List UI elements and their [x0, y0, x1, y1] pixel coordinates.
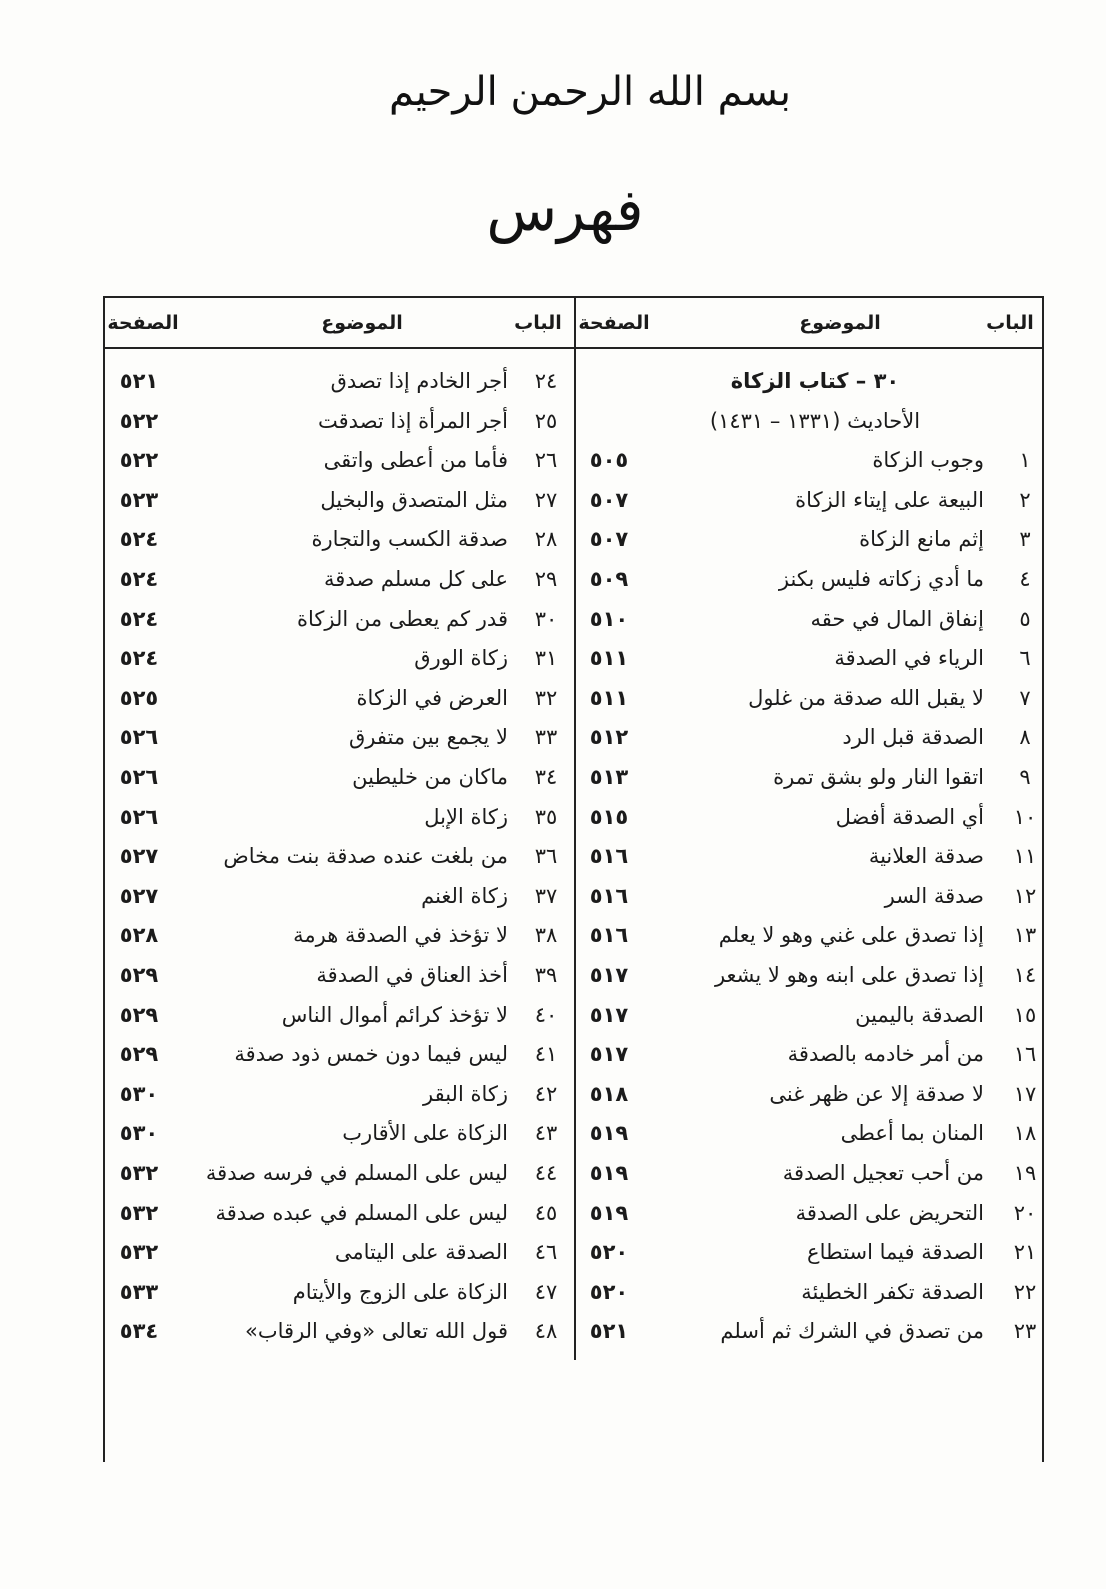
chapter-topic: الصدقة تكفر الخطيئة [801, 1279, 984, 1304]
page-number: ٥٢٠ [589, 1240, 629, 1265]
chapter-number: ١١ [1013, 844, 1037, 869]
chapter-topic: لا يقبل الله صدقة من غلول [748, 685, 984, 710]
toc-row [0, 876, 1106, 916]
chapter-topic: زكاة البقر [423, 1081, 508, 1106]
page-number: ٥١٩ [589, 1200, 629, 1225]
chapter-topic: البيعة على إيتاء الزكاة [795, 487, 984, 512]
toc-row [0, 361, 1106, 401]
chapter-number: ٣ [1019, 527, 1031, 552]
chapter-topic: إنفاق المال في حقه [810, 606, 984, 631]
chapter-topic: الصدقة على اليتامى [334, 1240, 508, 1265]
chapter-number: ٤٣ [534, 1121, 558, 1146]
page-number: ٥١٦ [589, 923, 629, 948]
chapter-topic: أجر المرأة إذا تصدقت [318, 408, 508, 433]
chapter-number: ٤٧ [534, 1279, 558, 1304]
chapter-topic: صدقة العلانية [868, 844, 984, 869]
page-number: ٥٢٥ [119, 685, 159, 710]
toc-row [0, 717, 1106, 757]
page-number: ٥٣٣ [119, 1279, 159, 1304]
toc-row [0, 915, 1106, 955]
header-page: الصفحة [578, 312, 650, 334]
chapter-number: ٤٢ [534, 1081, 558, 1106]
chapter-number: ٣٣ [534, 725, 558, 750]
toc-row [0, 440, 1106, 480]
chapter-topic: زكاة الورق [414, 646, 508, 671]
chapter-number: ٢٣ [1013, 1319, 1037, 1344]
chapter-number: ٤٤ [534, 1161, 558, 1185]
page-number: ٥٠٥ [589, 448, 629, 473]
chapter-number: ١٥ [1013, 1002, 1037, 1027]
page-number: ٥٢٢ [119, 408, 159, 433]
toc-row [0, 480, 1106, 520]
chapter-topic: لا تؤخذ كرائم أموال الناس [281, 1002, 508, 1027]
page-number: ٥١٥ [589, 804, 629, 829]
page-number: ٥٣٠ [119, 1081, 159, 1106]
page-number: ٥١٦ [589, 844, 629, 869]
chapter-number: ٣٥ [534, 804, 558, 829]
chapter-number: ٣٢ [534, 685, 558, 710]
chapter-number: ٤٥ [534, 1200, 558, 1225]
page-number: ٥١٧ [589, 963, 629, 987]
page-number: ٥٢٩ [119, 1042, 159, 1067]
chapter-topic: لا صدقة إلا عن ظهر غنى [769, 1081, 984, 1106]
chapter-topic: لا تؤخذ في الصدقة هرمة [293, 923, 508, 948]
toc-row [0, 1193, 1106, 1233]
toc-row [0, 678, 1106, 718]
toc-row [0, 1074, 1106, 1114]
page-number: ٥٠٧ [589, 487, 629, 512]
chapter-topic: الزكاة على الزوج والأيتام [292, 1279, 508, 1304]
page-number: ٥٣٠ [119, 1121, 159, 1146]
chapter-number: ٤٦ [534, 1240, 558, 1265]
page-number: ٥٢٧ [119, 844, 159, 869]
chapter-number: ٣٩ [534, 963, 558, 987]
basmala-calligraphy: بسم الله الرحمن الرحيم [388, 69, 792, 115]
page-number: ٥٢٠ [589, 1279, 629, 1304]
chapter-topic: من أمر خادمه بالصدقة [787, 1042, 984, 1067]
chapter-number: ١٠ [1013, 804, 1037, 829]
chapter-topic: أخذ العناق في الصدقة [316, 963, 508, 987]
toc-row [0, 519, 1106, 559]
toc-row [0, 1272, 1106, 1312]
header-page: الصفحة [107, 312, 179, 334]
page-number: ٥٢١ [589, 1319, 629, 1344]
toc-row [0, 955, 1106, 995]
chapter-topic: فأما من أعطى واتقى [323, 448, 508, 473]
chapter-number: ١٧ [1013, 1081, 1037, 1106]
page-number: ٥٣٤ [119, 1319, 159, 1344]
toc-row [0, 1113, 1106, 1153]
chapter-topic: إثم مانع الزكاة [859, 527, 984, 552]
header-chapter: الباب [986, 312, 1034, 334]
toc-row [0, 1034, 1106, 1074]
chapter-topic: قدر كم يعطى من الزكاة [296, 606, 508, 631]
chapter-topic: من تصدق في الشرك ثم أسلم [720, 1319, 984, 1344]
chapter-number: ١٤ [1013, 963, 1037, 987]
page-number: ٥١٠ [589, 606, 629, 631]
page-number: ٥٣٢ [119, 1240, 159, 1265]
chapter-topic: صدقة الكسب والتجارة [311, 527, 508, 552]
chapter-topic: صدقة السر [884, 883, 984, 908]
chapter-topic: مثل المتصدق والبخيل [320, 487, 508, 512]
toc-row [0, 1311, 1106, 1351]
chapter-number: ١ [1019, 448, 1031, 473]
chapter-number: ٣١ [534, 646, 558, 671]
chapter-topic: زكاة الإبل [424, 804, 508, 829]
header-topic: الموضوع [321, 312, 403, 334]
toc-row [0, 995, 1106, 1035]
chapter-topic: لا يجمع بين متفرق [349, 725, 508, 750]
page-number: ٥٢٦ [119, 804, 159, 829]
toc-row [0, 1153, 1106, 1193]
chapter-number: ٥ [1019, 606, 1031, 631]
chapter-topic: ليس على المسلم في فرسه صدقة [205, 1161, 508, 1185]
toc-row [0, 836, 1106, 876]
chapter-topic: قول الله تعالى «وفي الرقاب» [245, 1319, 508, 1344]
chapter-number: ٢٢ [1013, 1279, 1037, 1304]
chapter-number: ٢٥ [534, 408, 558, 433]
chapter-topic: الصدقة فيما استطاع [807, 1240, 984, 1265]
chapter-topic: العرض في الزكاة [356, 685, 508, 710]
chapter-topic: وجوب الزكاة [872, 448, 984, 473]
chapter-topic: على كل مسلم صدقة [324, 567, 508, 591]
page-number: ٥١١ [589, 685, 629, 710]
page-number: ٥١٢ [589, 725, 629, 750]
page-title: فهرس [486, 176, 644, 244]
chapter-topic: إذا تصدق على غني وهو لا يعلم [718, 923, 984, 948]
chapter-number: ٣٨ [534, 923, 558, 948]
page-number: ٥٢٢ [119, 448, 159, 473]
page-number: ٥١٨ [589, 1081, 629, 1106]
chapter-number: ٦ [1019, 646, 1031, 671]
chapter-topic: الزكاة على الأقارب [342, 1121, 508, 1146]
page-number: ٥٢٦ [119, 725, 159, 750]
page-number: ٥٢٣ [119, 487, 159, 512]
chapter-number: ٨ [1019, 725, 1031, 750]
page-number: ٥١١ [589, 646, 629, 671]
chapter-number: ١٦ [1013, 1042, 1037, 1067]
chapter-topic: الصدقة باليمين [855, 1002, 984, 1027]
chapter-number: ٣٦ [534, 844, 558, 869]
chapter-number: ٩ [1019, 765, 1031, 789]
page-number: ٥١٩ [589, 1121, 629, 1146]
toc-row [0, 757, 1106, 797]
chapter-topic: أجر الخادم إذا تصدق [330, 369, 508, 393]
chapter-topic: اتقوا النار ولو بشق تمرة [773, 765, 984, 789]
chapter-number: ٢ [1019, 487, 1031, 512]
page-number: ٥١٧ [589, 1042, 629, 1067]
chapter-topic: من بلغت عنده صدقة بنت مخاض [223, 844, 508, 869]
toc-row [0, 559, 1106, 599]
book-heading: ٣٠ – كتاب الزكاة [730, 369, 900, 393]
chapter-number: ٣٤ [534, 765, 558, 789]
page-number: ٥٢٨ [119, 923, 159, 948]
chapter-topic: المنان بما أعطى [840, 1121, 984, 1146]
page-number: ٥٠٩ [589, 567, 629, 591]
chapter-topic: ليس فيما دون خمس ذود صدقة [234, 1042, 508, 1067]
chapter-topic: ماكان من خليطين [352, 765, 508, 789]
chapter-number: ٣٧ [534, 883, 558, 908]
toc-row [0, 1232, 1106, 1272]
chapter-topic: إذا تصدق على ابنه وهو لا يشعر [714, 963, 984, 987]
toc-row [0, 599, 1106, 639]
page-number: ٥٢٤ [119, 606, 159, 631]
chapter-number: ٢٩ [534, 567, 558, 591]
header-topic: الموضوع [799, 312, 881, 334]
chapter-number: ١٩ [1013, 1161, 1037, 1185]
chapter-topic: من أحب تعجيل الصدقة [782, 1161, 984, 1185]
chapter-number: ٢٨ [534, 527, 558, 552]
page-number: ٥١٧ [589, 1002, 629, 1027]
chapter-topic: ليس على المسلم في عبده صدقة [215, 1200, 508, 1225]
chapter-number: ٧ [1019, 685, 1031, 710]
page-number: ٥٢٤ [119, 567, 159, 591]
page-number: ٥١٩ [589, 1161, 629, 1185]
page-number: ٥١٦ [589, 883, 629, 908]
toc-row [0, 401, 1106, 441]
chapter-number: ٤٠ [534, 1002, 558, 1027]
chapter-number: ٤١ [534, 1042, 558, 1067]
page-number: ٥٢٩ [119, 1002, 159, 1027]
chapter-number: ١٣ [1013, 923, 1037, 948]
page-number: ٥٢٦ [119, 765, 159, 789]
page-number: ٥١٣ [589, 765, 629, 789]
page-number: ٥٢٩ [119, 963, 159, 987]
page-number: ٥٢٤ [119, 646, 159, 671]
chapter-number: ١٢ [1013, 883, 1037, 908]
page-number: ٥٣٢ [119, 1161, 159, 1185]
chapter-topic: ما أدي زكاته فليس بكنز [778, 567, 984, 591]
chapter-number: ٢٦ [534, 448, 558, 473]
chapter-topic: التحريض على الصدقة [795, 1200, 984, 1225]
chapter-topic: الصدقة قبل الرد [842, 725, 984, 750]
page-number: ٥٢٤ [119, 527, 159, 552]
toc-row [0, 638, 1106, 678]
chapter-topic: أي الصدقة أفضل [835, 804, 984, 829]
chapter-number: ٣٠ [534, 606, 558, 631]
header-chapter: الباب [514, 312, 562, 334]
chapter-topic: الرياء في الصدقة [834, 646, 984, 671]
page-number: ٥٢٧ [119, 883, 159, 908]
hadith-range: الأحاديث (١٣٣١ – ١٤٣١) [709, 408, 921, 433]
chapter-number: ٢٠ [1013, 1200, 1037, 1225]
chapter-number: ٤ [1019, 567, 1031, 591]
chapter-number: ٤٨ [534, 1319, 558, 1344]
toc-row [0, 797, 1106, 837]
page-number: ٥٣٢ [119, 1200, 159, 1225]
chapter-number: ٢٧ [534, 487, 558, 512]
chapter-number: ٢١ [1013, 1240, 1037, 1265]
page-number: ٥٠٧ [589, 527, 629, 552]
chapter-number: ١٨ [1013, 1121, 1037, 1146]
chapter-number: ٢٤ [534, 369, 558, 393]
page-number: ٥٢١ [119, 369, 159, 393]
chapter-topic: زكاة الغنم [421, 883, 508, 908]
